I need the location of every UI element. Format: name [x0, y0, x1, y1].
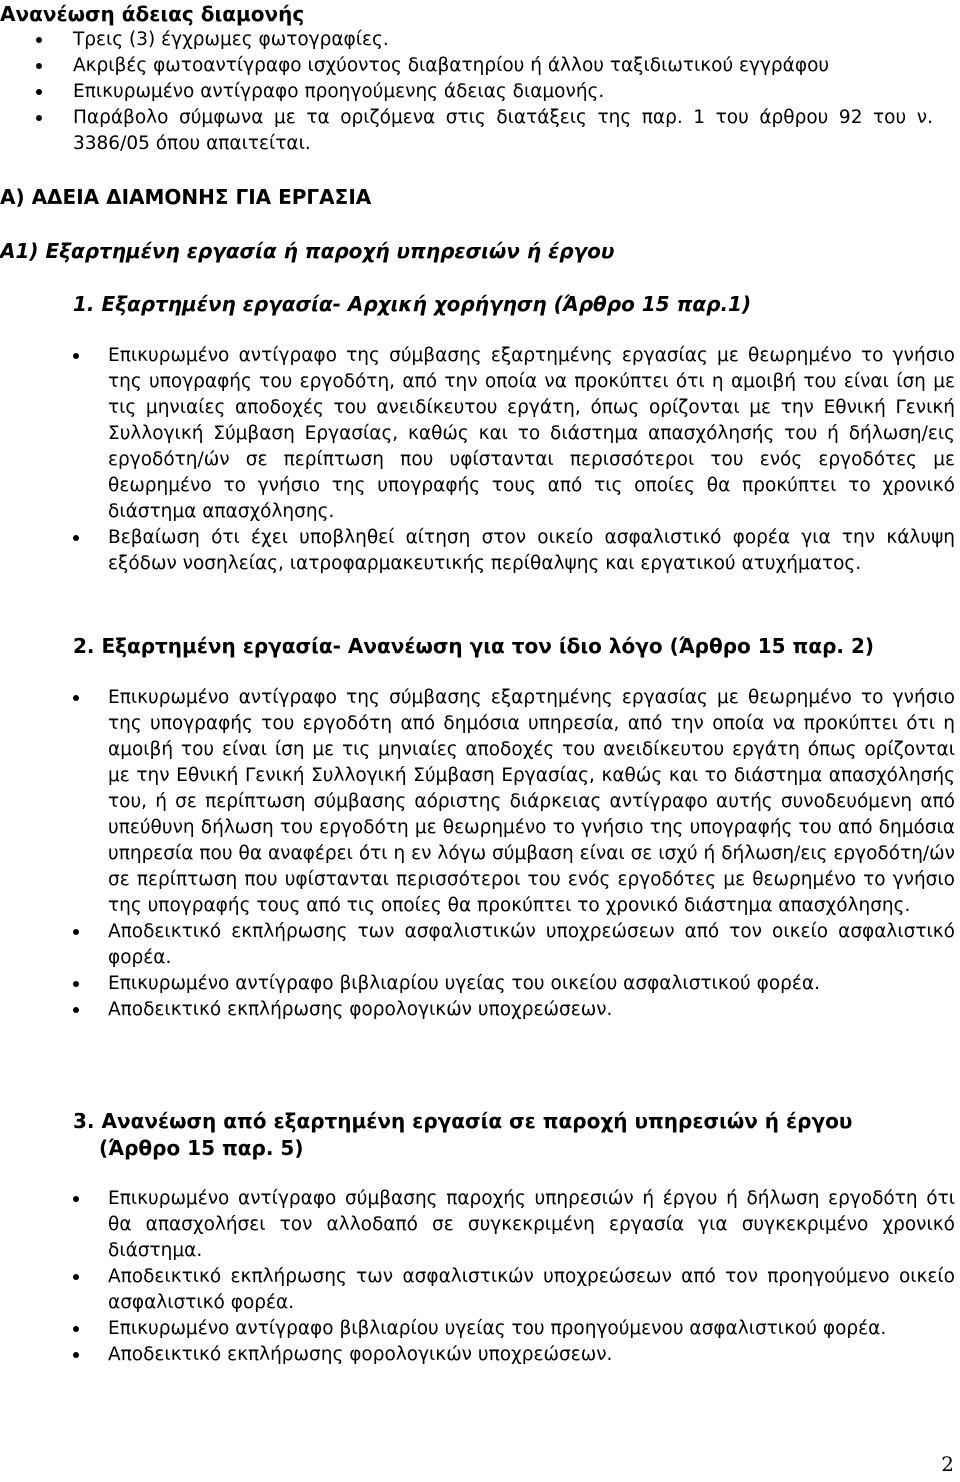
list-item: Επικυρωμένο αντίγραφο της σύμβασης εξαρτημένης εργασίας με θεωρημένο το γνήσιο της υπογραφής του εργοδότη από δημόσια υπηρεσία, από την οποία να προκύπτει ότι η αμοιβή του είναι ίση με τις μηνιαίες αποδοχές του ανειδίκευτου εργάτη όπως ορίζονται με την Εθνική Γενική Συλλογική Σύμβαση Εργασίας, καθώς και το διάστημα απασχόλησής του, ή σε περίπτωση σύμβασης αόριστης διάρκειας αντίγραφο αυτής συνοδευόμενη από υπεύθυνη δήλωση του εργοδότη με θεωρημένο το γνήσιο της υπογραφής του από δημόσια υπηρεσία που θα αναφέρει ότι η εν λόγω σύμβαση είναι σε ισχύ ή δήλωση/εις εργοδότη/ών σε περίπτωση που υφίστανται περισσότεροι του ενός εργοδότες με θεωρημένο το γνήσιο της υπογραφής τους από τις οποίες θα προκύπτει το χρονικό διάστημα απασχόλησης.: [0, 685, 955, 919]
list-item: Επικυρωμένο αντίγραφο της σύμβασης εξαρτημένης εργασίας με θεωρημένο το γνήσιο της υπογραφής του εργοδότη, από την οποία να προκύπτει ότι η αμοιβή του είναι ίση με τις μηνιαίες αποδοχές του ανειδίκευτου εργάτη, όπως ορίζονται με την Εθνική Γενική Συλλογική Σύμβαση Εργασίας, καθώς και το διάστημα απασχόλησής του ή δήλωση/εις εργοδότη/ών σε περίπτωση που υφίστανται περισσότεροι του ενός εργοδότες με θεωρημένο το γνήσιο της υπογραφής τους από τις οποίες θα προκύπτει το χρονικό διάστημα απασχόλησης.: [0, 343, 955, 525]
list-item: Αποδεικτικό εκπλήρωσης φορολογικών υποχρεώσεων.: [0, 1342, 955, 1368]
list-item-text: Παράβολο σύμφωνα με τα οριζόμενα στις διατάξεις της παρ. 1 του άρθρου 92 του ν. 3386/05 όπου απαιτείται.: [73, 107, 933, 154]
list-item: Επικυρωμένο αντίγραφο βιβλιαρίου υγείας του οικείου ασφαλιστικού φορέα.: [0, 971, 955, 997]
renewal-list: [0, 27, 960, 157]
sub2-heading: 2. Εξαρτημένη εργασία- Ανανέωση για τον ίδιο λόγο (Άρθρο 15 παρ. 2): [73, 634, 875, 658]
renewal-heading: Ανανέωση άδειας διαμονής: [0, 2, 305, 26]
list-item: Ακριβές φωτοαντίγραφο ισχύοντος διαβατηρίου ή άλλου ταξιδιωτικού εγγράφου: [0, 53, 960, 79]
section-a-heading: Α) ΑΔΕΙΑ ΔΙΑΜΟΝΗΣ ΓΙΑ ΕΡΓΑΣΙΑ: [0, 185, 372, 209]
sub1-list: [0, 343, 955, 577]
section-a1-heading: Α1) Εξαρτημένη εργασία ή παροχή υπηρεσιών ή έργου: [0, 239, 615, 263]
sub3-list: [0, 1186, 955, 1368]
list-item: Επικυρωμένο αντίγραφο προηγούμενης άδειας διαμονής.: [0, 79, 960, 105]
list-item: Αποδεικτικό εκπλήρωσης των ασφαλιστικών υποχρεώσεων από τον οικείο ασφαλιστικό φορέα.: [0, 919, 955, 971]
list-item: Επικυρωμένο αντίγραφο σύμβασης παροχής υπηρεσιών ή έργου ή δήλωση εργοδότη ότι θα απασχολήσει τον αλλοδαπό σε συγκεκριμένη εργασία για συγκεκριμένο χρονικό διάστημα.: [0, 1186, 955, 1264]
list-item: Βεβαίωση ότι έχει υποβληθεί αίτηση στον οικείο ασφαλιστικό φορέα για την κάλυψη εξόδων νοσηλείας, ιατροφαρμακευτικής περίθαλψης και εργατικού ατυχήματος.: [0, 525, 955, 577]
page-number: 2: [941, 1452, 954, 1476]
list-item: Αποδεικτικό εκπλήρωσης των ασφαλιστικών υποχρεώσεων από τον προηγούμενο οικείο ασφαλιστικό φορέα.: [0, 1264, 955, 1316]
list-item: Επικυρωμένο αντίγραφο βιβλιαρίου υγείας του προηγούμενου ασφαλιστικού φορέα.: [0, 1316, 955, 1342]
sub3-heading-line1: 3. Ανανέωση από εξαρτημένη εργασία σε παροχή υπηρεσιών ή έργου: [73, 1109, 853, 1133]
sub3-heading-line2: (Άρθρο 15 παρ. 5): [99, 1136, 304, 1160]
list-item: [0, 105, 960, 157]
list-item: Αποδεικτικό εκπλήρωσης φορολογικών υποχρεώσεων.: [0, 997, 955, 1023]
sub2-list: [0, 685, 955, 1023]
list-item: Τρεις (3) έγχρωμες φωτογραφίες.: [0, 27, 960, 53]
sub1-heading: 1. Εξαρτημένη εργασία- Αρχική χορήγηση (Άρθρο 15 παρ.1): [73, 292, 752, 316]
